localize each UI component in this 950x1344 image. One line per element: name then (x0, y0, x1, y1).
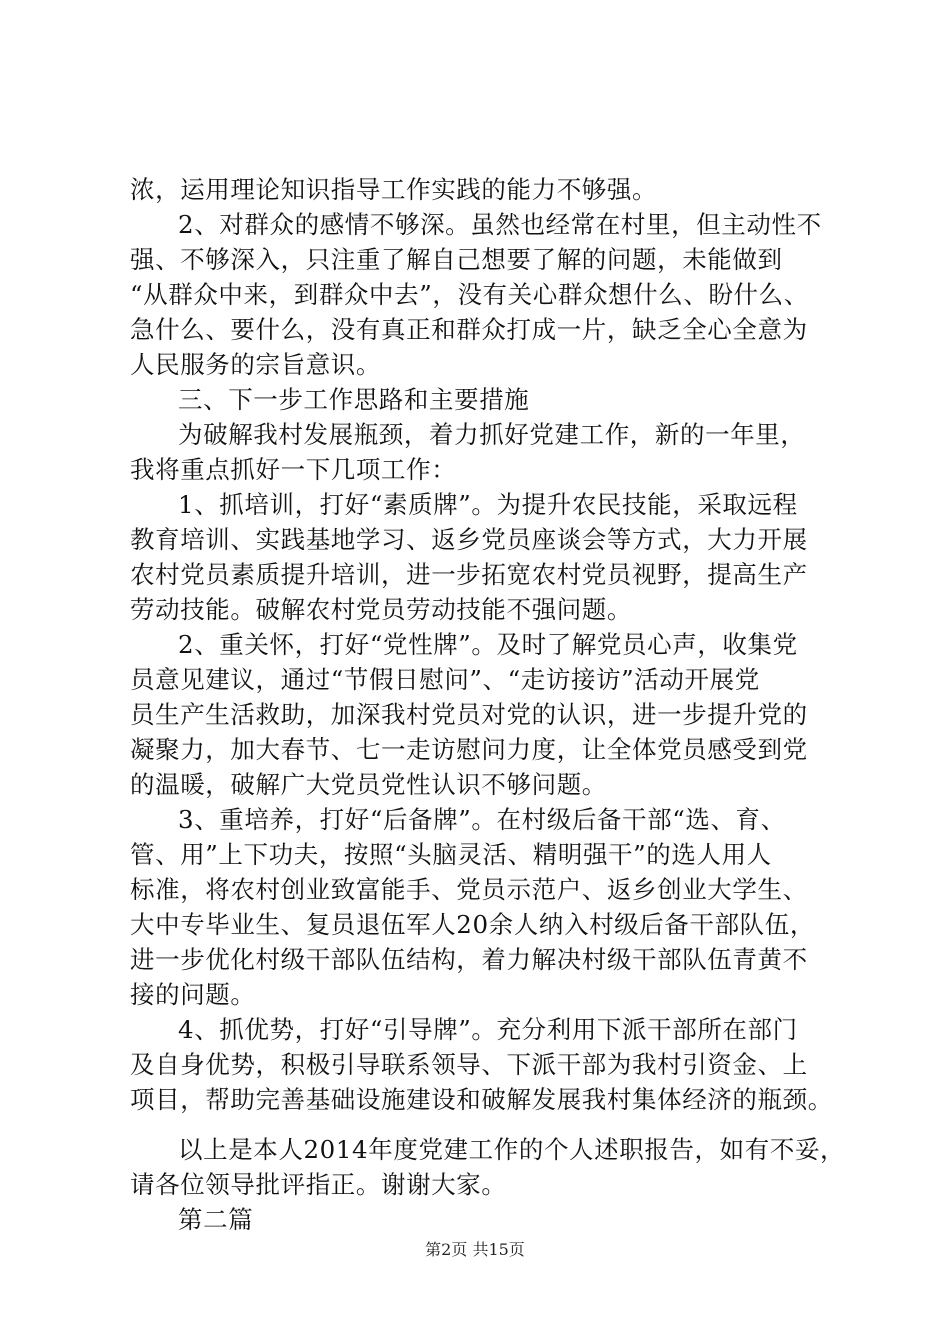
text-line: 农村党员素质提升培训，进一步拓宽农村党员视野，提高生产 (130, 560, 808, 589)
section-heading: 三、下一步工作思路和主要措施 (178, 385, 530, 414)
text-line: 凝聚力，加大春节、七一走访慰问力度，让全体党员感受到党 (130, 735, 808, 764)
text-line: 项目，帮助完善基础设施建设和破解发展我村集体经济的瓶颈。 (130, 1085, 833, 1114)
text-line: 以上是本人2014年度党建工作的个人述职报告，如有不妥， (178, 1135, 846, 1164)
text-line: 员生产生活救助，加深我村党员对党的认识，进一步提升党的 (130, 700, 808, 729)
page-number-footer: 第2页 共15页 (425, 1240, 525, 1259)
text-line: “从群众中来，到群众中去”，没有关心群众想什么、盼什么、 (130, 280, 809, 309)
text-line: 强、不够深入，只注重了解自己想要了解的问题，未能做到 (130, 245, 783, 274)
text-line: 请各位领导批评指正。谢谢大家。 (130, 1170, 507, 1199)
text-line: 大中专毕业生、复员退伍军人20余人纳入村级后备干部队伍， (130, 910, 815, 939)
text-line: 3、重培养，打好“后备牌”。在村级后备干部“选、育、 (178, 805, 786, 834)
text-line: 2、对群众的感情不够深。虽然也经常在村里，但主动性不 (178, 210, 822, 239)
text-line: 教育培训、实践基地学习、返乡党员座谈会等方式，大力开展 (130, 525, 808, 554)
text-line: 4、抓优势，打好“引导牌”。充分利用下派干部所在部门 (178, 1015, 798, 1044)
section-heading: 第二篇 (178, 1205, 254, 1234)
text-line: 管、用”上下功夫，按照“头脑灵活、精明强干”的选人用人 (130, 840, 772, 869)
text-line: 1、抓培训，打好“素质牌”。为提升农民技能，采取远程 (178, 490, 798, 519)
text-line: 浓，运用理论知识指导工作实践的能力不够强。 (130, 175, 658, 204)
text-line: 急什么、要什么，没有真正和群众打成一片，缺乏全心全意为 (130, 315, 808, 344)
text-line: 进一步优化村级干部队伍结构，着力解决村级干部队伍青黄不 (130, 945, 808, 974)
text-line: 及自身优势，积极引导联系领导、下派干部为我村引资金、上 (130, 1050, 808, 1079)
text-line: 员意见建议，通过“节假日慰问”、“走访接访”活动开展党 (130, 665, 760, 694)
text-line: 劳动技能。破解农村党员劳动技能不强问题。 (130, 595, 632, 624)
text-line: 的温暖，破解广大党员党性认识不够问题。 (130, 770, 607, 799)
text-line: 2、重关怀，打好“党性牌”。及时了解党员心声，收集党 (178, 630, 798, 659)
text-line: 接的问题。 (130, 980, 256, 1009)
text-line: 我将重点抓好一下几项工作： (130, 455, 457, 484)
text-line: 人民服务的宗旨意识。 (130, 350, 381, 379)
text-line: 标准，将农村创业致富能手、党员示范户、返乡创业大学生、 (130, 875, 808, 904)
text-line: 为破解我村发展瓶颈，着力抓好党建工作，新的一年里， (178, 420, 806, 449)
